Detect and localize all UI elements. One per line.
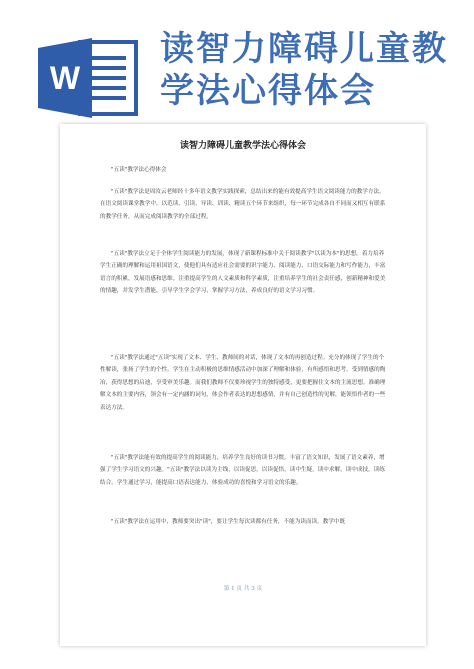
- document-page: [60, 124, 426, 646]
- paragraph: "五读"教学法是周汝云老师经十多年语文教学实践探索，总结出来的能有效提高学生语文阅读能力的教学方法。在语文阅读课堂教学中，以范读、引读、导读、训读、精读五个环节来组织，每一环节完成各自不同而又相互有联系的教学任务，从而完成阅读教学的全部过程。: [100, 189, 386, 220]
- paragraph: "五读"教学法能有效的提高学生的阅读能力，培养学生良好的读书习惯。丰富了语文知识，发展了语文素养，增强了学生学习语文的兴趣。"五读"教学法以读为主线，以读促思，以读促悟，读中生疑，读中求解，读中成技，读练结合。学生通过学习，能提高口语表达能力，体验成功的喜悦和学习语文的乐趣。: [100, 455, 385, 486]
- word-document-icon: [36, 36, 142, 120]
- page-indicator: 第 1 页 共 3 页: [223, 586, 263, 592]
- paragraph: "五读"教学法立足于全体学生阅读能力的发展，体现了新课程标准中关于阅读教学"以读为本"的思想。着力培养学生正确的理解和运用祖国语文，使他们具有适应社会需要的识字能力、阅读能力、口语交际能力和写作能力，丰富语言的积累，发展语感和思维。注重提高学生的人文素质和科学素质，注重培养学生的社会责任感，创新精神和爱美的情趣，并发学生潜能，引导学生学会学习，掌握学习方法，养成良好的语文学习习惯。: [100, 251, 386, 295]
- document-title: 读智力障碍儿童教学法心得体会: [179, 141, 306, 151]
- paragraph: "五读"教学法在运用中，教师要突出"读"，要让学生每次读都有任务，不能为读而读。教学中既: [111, 519, 346, 525]
- word-logo-letter: W: [49, 60, 81, 96]
- paragraph: "五读"教学法通过"五读"实现了文本、学生、教师间的对话，体现了文本的再创造过程。充分的体现了学生的个性解读，张扬了学生的个性。学生在主动积极的思维情感活动中加深了理解和体验，有所感悟和思考，受到情感的陶冶，获得思想的启迪，享受审美乐趣。而我们教师不仅要珍视学生的独特感受，更要把握住文本的主流思想。准确理解文本的主要内容，领会有一定内涵的词句，体会作者表达的思想感情，并有自己创造性的见解，能领悟作者的一些表达方法。: [100, 355, 386, 411]
- document-subtitle: "五读"教学法心得体会: [111, 167, 167, 173]
- banner-title: 读智力障碍儿童教学法心得体会: [160, 29, 448, 111]
